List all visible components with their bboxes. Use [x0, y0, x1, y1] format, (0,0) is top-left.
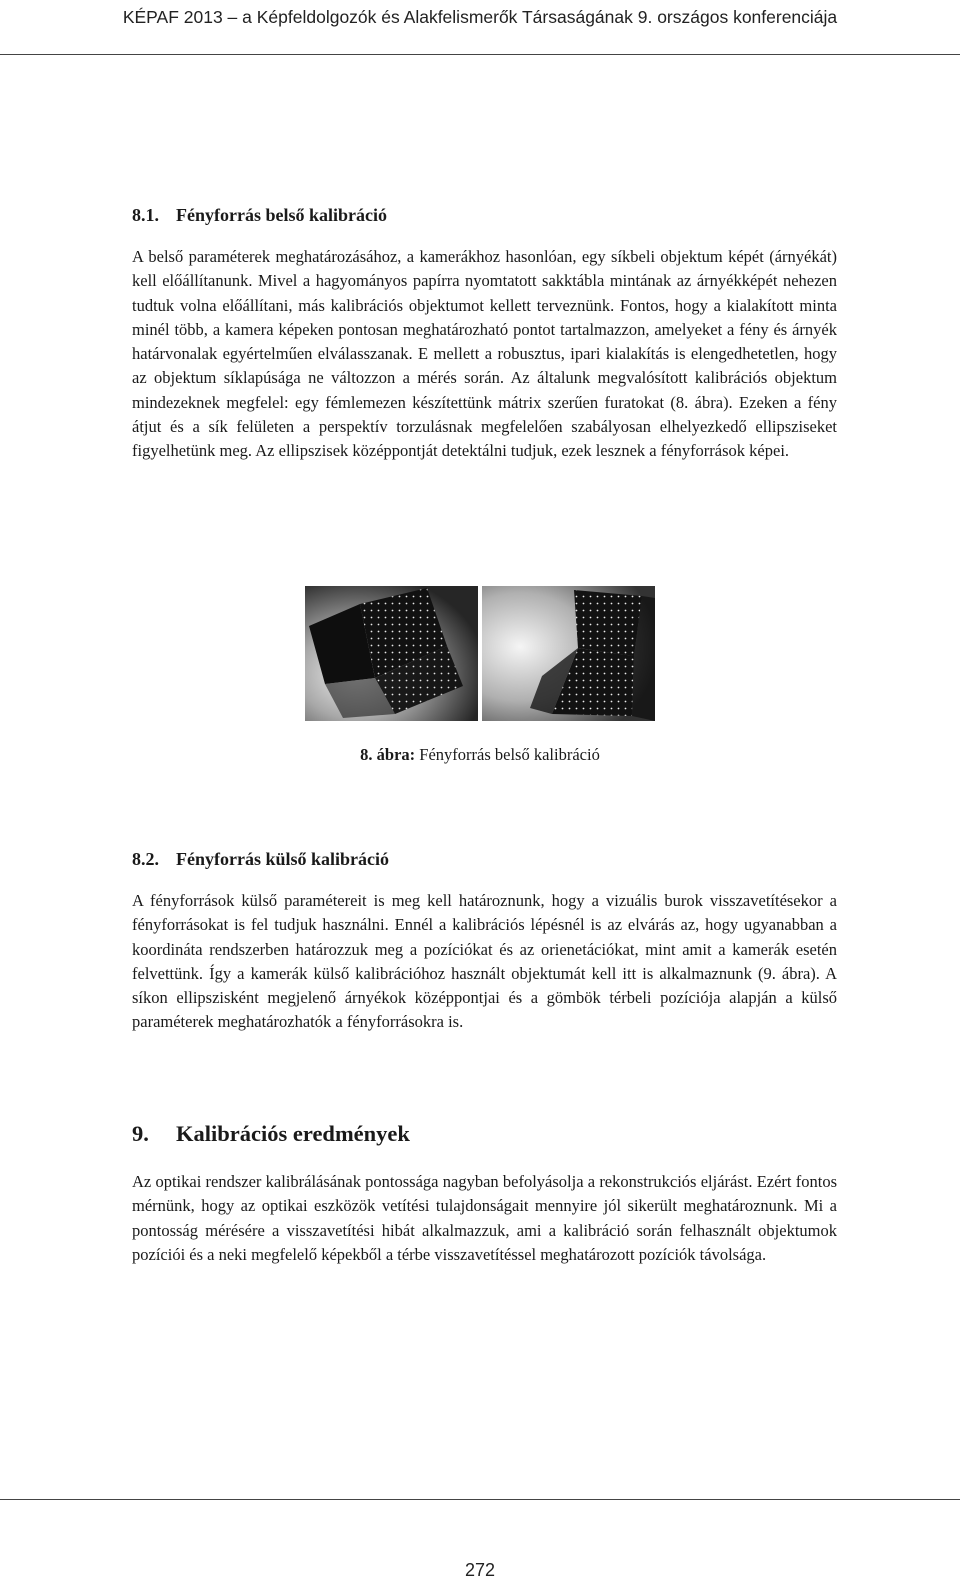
paragraph: A fényforrások külső paramétereit is meg kell határoznunk, hogy a vizuális burok visszavetítésekor a fényforrásokat is fel tudjuk használni. Ennél a kalibrációs lépésnél is az elvárás az, hogy ugyanabban a koordináta rendszerben határozzuk meg a pozíciókat és az orienetációkat, mint amit a kamerák esetén felvettünk. Így a kamerák külső kalibrációhoz használt objektumát kell itt is alkalmaznunk (9. ábra). A síkon ellipszisként megjelenő árnyékok középpontjai és a gömbök térbeli pozíciója alapján a külső paraméterek meghatározhatók a fényforrásokra is. — [132, 891, 837, 1032]
paragraph: Az optikai rendszer kalibrálásának pontossága nagyban befolyásolja a rekonstrukciós eljárást. Ezért fontos mérnünk, hogy az optikai eszközök vetítési tulajdonságait mennyire jól sikerült meghatároznunk. Mi a pontosság mérésére a visszavetítési hibát alkalmazzuk, ami a kalibráció során felhasznált objektumok pozíciói és a neki megfelelő képekből a térbe visszavetítéssel meghatározott pozíciók távolsága. — [132, 1172, 837, 1264]
figure-8 — [305, 586, 655, 721]
footer-rule — [0, 1499, 960, 1500]
section-number: 9. — [132, 1121, 149, 1146]
figure-caption — [0, 745, 960, 765]
heading-number: 8.1. — [132, 205, 159, 225]
section-title: Kalibrációs eredmények — [176, 1121, 410, 1146]
section-9 — [132, 1120, 837, 1267]
subsection-heading — [132, 847, 837, 871]
paragraph: A belső paraméterek meghatározásához, a kamerákhoz hasonlóan, egy síkbeli objektum képét (árnyékát) kell előállítanunk. Mivel a hagyományos papírra nyomtatott sakktábla mintának az árnyékképét nehezen tudtuk volna előállítani, más kalibrációs objektumot kellett terveznünk. Fontos, hogy a kialakított minta minél több, a kamera képeken pontosan meghatározható pontot tartalmazzon, amelyeket a fény és árnyék határvonalak egyértelműen elválasszanak. E mellett a robusztus, ipari kialakítás is elengedhetetlen, hogy az objektum síklapúsága ne változzon a mérés során. Az általunk megvalósított kalibrációs objektum mindezeknek megfelel: egy fémlemezen készítettünk mátrix szerűen furatokat (8. ábra). Ezeken a fény átjut és a sík felületen a perspektív torzulásnak megfelelően szabályosan elhelyezkedő ellipsziseket figyelhetünk meg. Az ellipszisek középpontját detektálni tudjuk, ezek lesznek a fényforrások képei. — [132, 247, 837, 461]
section-8-2 — [132, 847, 837, 1035]
running-header: KÉPAF 2013 – a Képfeldolgozók és Alakfelismerők Társaságának 9. országos konferenciája — [122, 6, 838, 27]
section-heading — [132, 1120, 837, 1148]
section-8-1 — [132, 203, 837, 464]
calibration-photo-left — [305, 586, 478, 721]
heading-title: Fényforrás belső kalibráció — [176, 205, 387, 225]
subsection-heading — [132, 203, 837, 227]
header-rule — [0, 54, 960, 55]
calibration-photo-right — [482, 586, 655, 721]
heading-number: 8.2. — [132, 849, 159, 869]
heading-title: Fényforrás külső kalibráció — [176, 849, 390, 869]
caption-label: 8. ábra: — [360, 745, 416, 764]
page-number: 272 — [464, 1560, 496, 1580]
caption-text: Fényforrás belső kalibráció — [419, 745, 600, 764]
